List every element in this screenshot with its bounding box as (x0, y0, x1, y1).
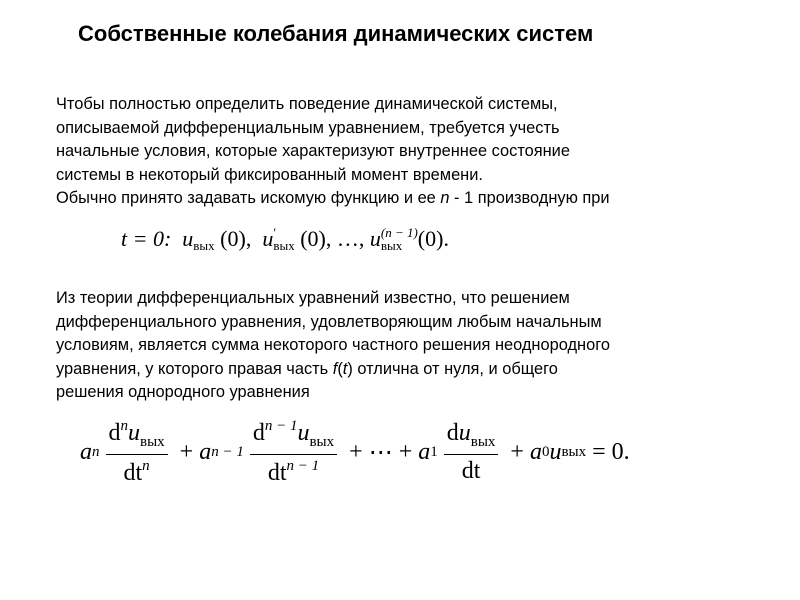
text-line: дифференциального уравнения, удовлетворяющим любым начальным (56, 312, 602, 331)
intro-paragraph (56, 93, 756, 211)
text-line: начальные условия, которые характеризуют внутреннее состояние (56, 142, 570, 161)
text-line: Из теории дифференциальных уравнений известно, что решением (56, 289, 570, 307)
text-line: условиям, является сумма некоторого частного решения неоднородного (56, 336, 610, 355)
text-line: системы в некоторый фиксированный момент времени. (56, 165, 483, 184)
homogeneous-equation-formula: a n $\frac{d^nu_{вых}}{dt^n}$ + a n − 1 $\frac{d^{n - 1}u_{вых}}{dt^{n - 1}}$ + ⋯ + a 1 $\frac{du_{вых}}{dt}$ + a 0 u вых = 0. (80, 418, 630, 486)
fraction: $\frac{d^{n - 1}u_{вых}}{dt^{n - 1}}$ (250, 418, 337, 487)
text-line: решения однородного уравнения (56, 383, 310, 402)
text-line: уравнения, у которого правая часть f(t) отлична от нуля, и общего (56, 359, 558, 378)
fraction: $\frac{d^nu_{вых}}{dt^n}$ (106, 418, 168, 487)
fraction: $\frac{du_{вых}}{dt}$ (444, 420, 499, 485)
text-line: Чтобы полностью определить поведение динамической системы, (56, 95, 558, 113)
initial-conditions-formula: t = 0: $u_{вых}$ (0), u ′ вых (0), …, u (n − 1) вых (0). (121, 224, 449, 253)
text-line: описываемой дифференциальным уравнением, требуется учесть (56, 118, 560, 137)
slide-title: Собственные колебания динамических систем (78, 21, 594, 46)
theory-paragraph (56, 287, 756, 405)
text-line: Обычно принято задавать искомую функцию и ее n - 1 производную при (56, 189, 610, 208)
